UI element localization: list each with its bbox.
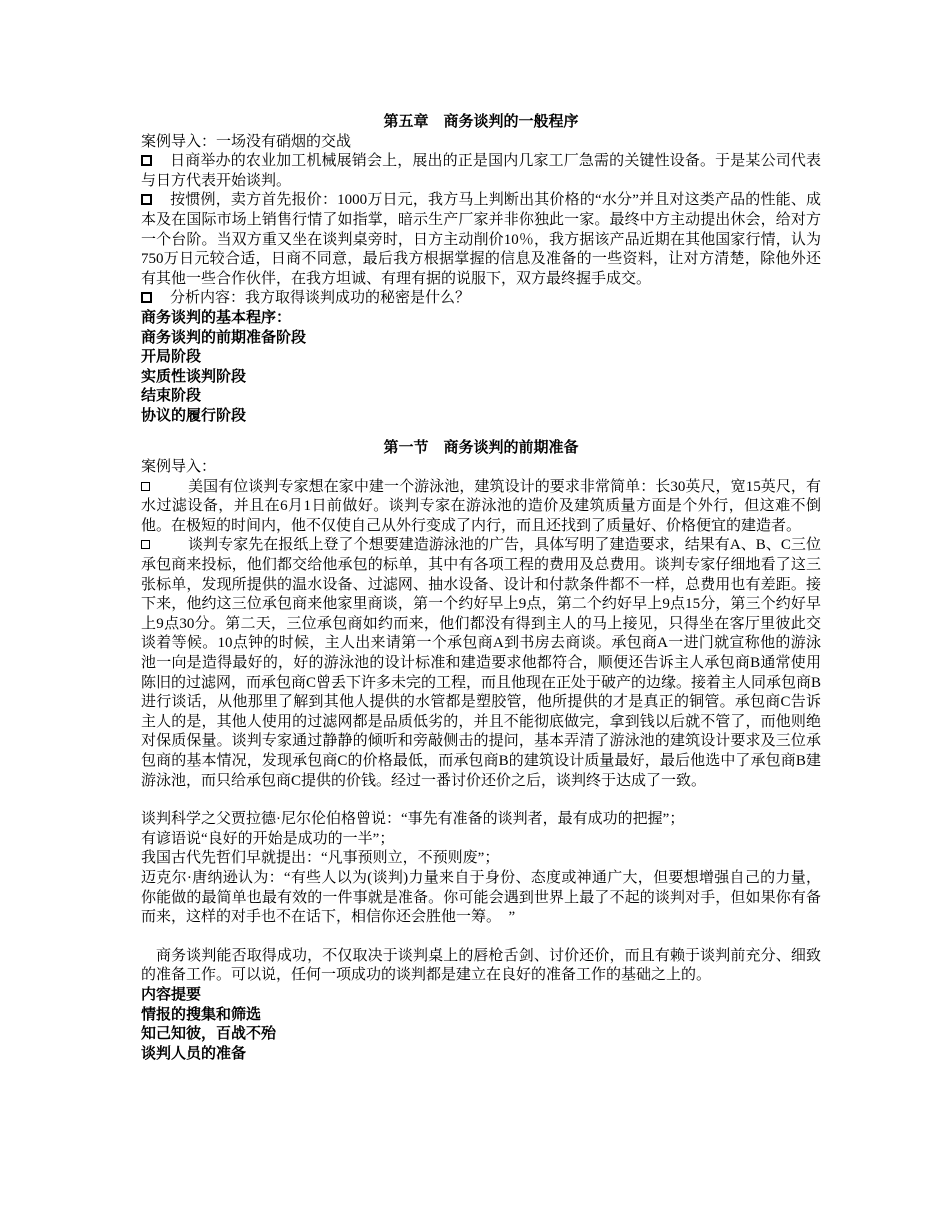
checkbox-bullet-icon (141, 194, 152, 205)
closing-paragraph: 商务谈判能否取得成功，不仅取决于谈判桌上的唇枪舌剑、讨价还价，而且有赖于谈判前充分、细致的准备工作。可以说，任何一项成功的谈判都是建立在良好的准备工作的基础之上的。 (141, 947, 821, 984)
case-paragraph: 分析内容：我方取得谈判成功的秘密是什么？ (141, 289, 821, 309)
procedure-item: 开局阶段 (141, 349, 202, 366)
case-paragraph: 按惯例，卖方首先报价：1000万日元，我方马上判断出其价格的“水分”并且对这类产品的性能、成本及在国际市场上销售行情了如指掌，暗示生产厂家并非你独此一家。最终中方主动提出休会，给对方一个台阶。当双方重又坐在谈判桌旁时，日方主动削价10％，我方据该产品近期在其他国家行情，认为750万日元较合适，日商不同意，最后我方根据掌握的信息及准备的一些资料，让对方清楚，除他外还有其他一些合作伙伴，在我方坦诚、有理有据的说服下，双方最终握手成交。 (141, 192, 821, 287)
summary-item: 知己知彼，百战不殆 (141, 1026, 277, 1043)
quote-line: 我国古代先哲们早就提出：“凡事预则立，不预则废”； (141, 850, 500, 867)
checkbox-bullet-icon (141, 540, 150, 549)
checkbox-bullet-icon (141, 482, 150, 491)
summary-heading: 内容提要 (141, 986, 202, 1003)
case-intro: 案例导入：一场没有硝烟的交战 (141, 133, 352, 150)
summary-item: 谈判人员的准备 (141, 1045, 247, 1062)
checkbox-bullet-icon (141, 155, 152, 166)
quote-line: 谈判科学之父贾拉德·尼尔伦伯格曾说：“事先有准备的谈判者，最有成功的把握”； (141, 811, 685, 828)
quote-line: 迈克尔·唐纳逊认为：“有些人以为(谈判)力量来自于身份、态度或神通广大，但要想增强自己的力量，你能做的最简单也最有效的一件事就是准备。你可能会遇到世界上最了不起的谈判对手，但如果你有备而来，这样的对手也不在话下，相信你还会胜他一筹。 ” (141, 869, 821, 926)
case-paragraph: 日商举办的农业加工机械展销会上，展出的正是国内几家工厂急需的关键性设备。于是某公司代表与日方代表开始谈判。 (141, 153, 821, 189)
procedure-item: 商务谈判的前期准备阶段 (141, 329, 307, 346)
quote-line: 有谚语说“良好的开始是成功的一半”； (141, 830, 395, 847)
case-paragraph: 美国有位谈判专家想在家中建一个游泳池，建筑设计的要求非常简单：长30英尺，宽15英尺，有水过滤设备，并且在6月1日前做好。谈判专家在游泳池的造价及建筑质量方面是个外行，但这难不倒他。在极短的时间内，他不仅使自己从外行变成了内行，而且还找到了质量好、价格便宜的建造者。 (141, 478, 821, 534)
checkbox-bullet-icon (141, 292, 152, 303)
procedure-heading: 商务谈判的基本程序： (141, 309, 292, 326)
case-paragraph: 谈判专家先在报纸上登了个想要建造游泳池的广告，具体写明了建造要求，结果有A、B、C三位承包商来投标，他们都交给他承包的标单，其中有各项工程的费用及总费用。谈判专家仔细地看了这三张标单，发现所提供的温水设备、过滤网、抽水设备、设计和付款条件都不一样，总费用也有差距。接下来，他约这三位承包商来他家里商谈，第一个约好早上9点，第二个约好早上9点15分，第三个约好早上9点30分。第二天，三位承包商如约而来，他们都没有得到主人的马上接见，只得坐在客厅里彼此交谈着等候。10点钟的时候，主人出来请第一个承包商A到书房去商谈。承包商A一进门就宣称他的游泳池一向是造得最好的，好的游泳池的设计标准和建造要求他都符合，顺便还告诉主人承包商B通常使用陈旧的过滤网，而承包商C曾丢下许多未完的工程，而且他现在正处于破产的边缘。接着主人同承包商B进行谈话，从他那里了解到其他人提供的水管都是塑胶管，他所提供的才是真正的铜管。承包商C告诉主人的是，其他人使用的过滤网都是品质低劣的，并且不能彻底做完，拿到钱以后就不管了，而他则绝对保质保量。谈判专家通过静静的倾听和旁敲侧击的提问，基本弄清了游泳池的建筑设计要求及三位承包商的基本情况，发现承包商C的价格最低，而承包商B的建筑设计质量最好，最后他选中了承包商B建游泳池，而只给承包商C提供的价钱。经过一番讨价还价之后，谈判终于达成了一致。 (141, 537, 822, 789)
chapter-title: 第五章 商务谈判的一般程序 (383, 114, 579, 130)
procedure-item: 结束阶段 (141, 388, 202, 405)
document-page (141, 113, 821, 1064)
procedure-item: 协议的履行阶段 (141, 407, 247, 424)
section-title: 第一节 商务谈判的前期准备 (383, 439, 579, 456)
procedure-item: 实质性谈判阶段 (141, 368, 247, 385)
summary-item: 情报的搜集和筛选 (141, 1006, 262, 1023)
case-intro: 案例导入： (141, 459, 217, 476)
